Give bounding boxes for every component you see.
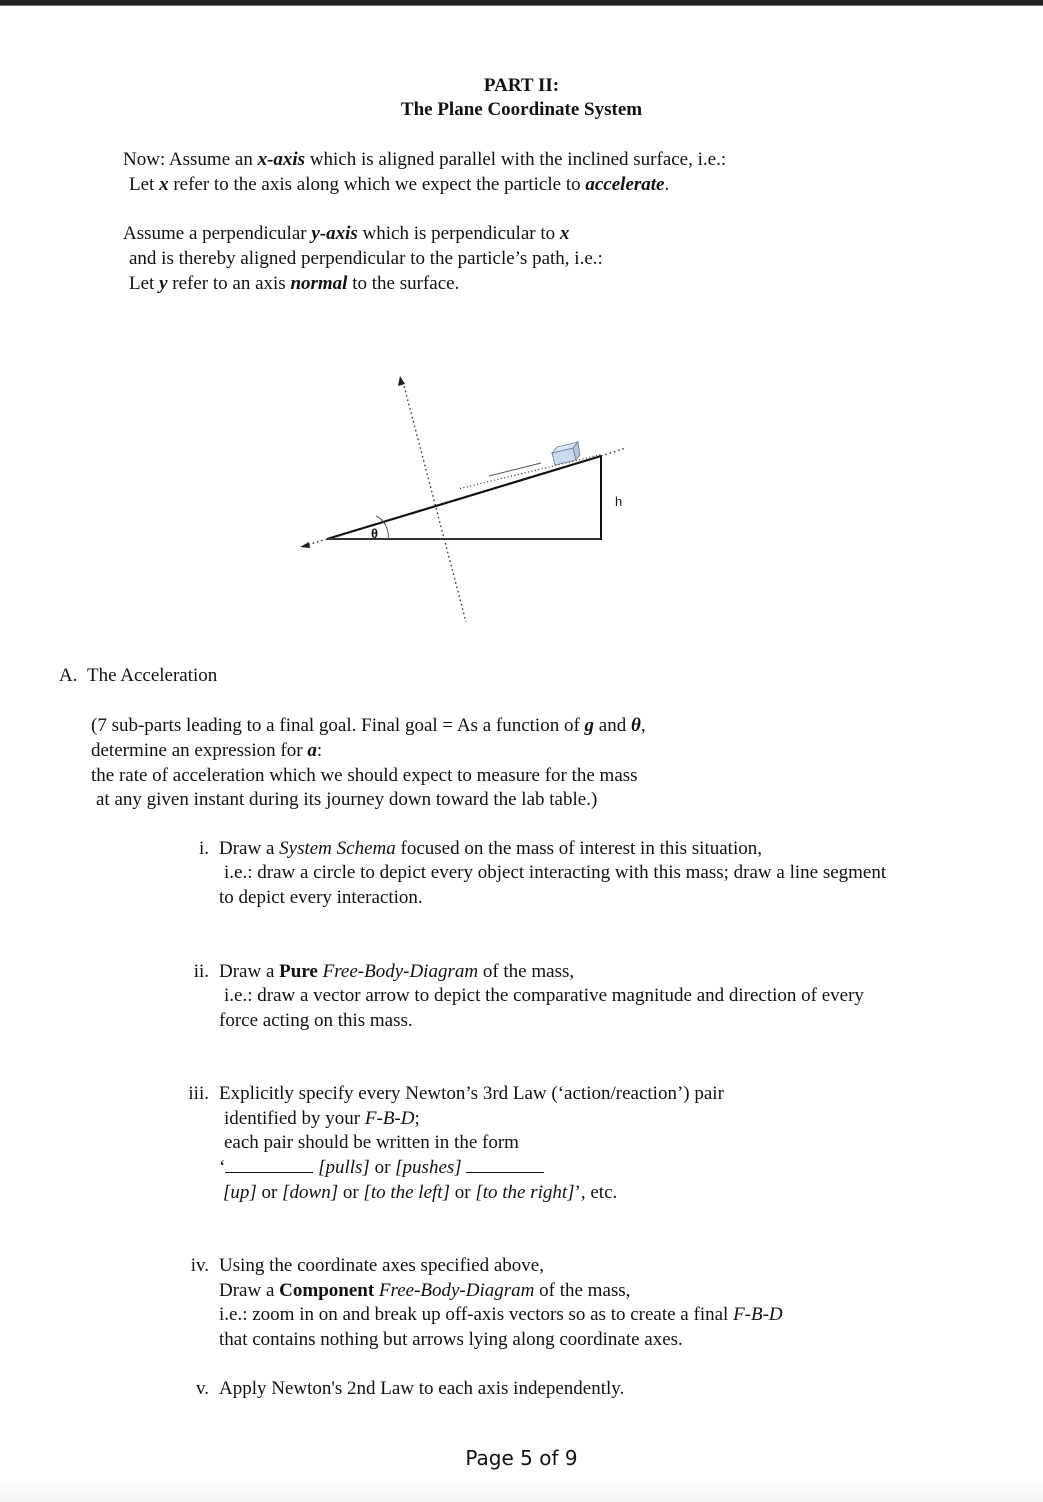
option-right: [to the right] <box>475 1182 575 1203</box>
y-axis-term: y-axis <box>311 223 358 244</box>
option-left: [to the left] <box>363 1182 450 1203</box>
window-top-bar <box>0 0 1043 6</box>
page-title: The Plane Coordinate System <box>400 99 643 120</box>
text: determine an expression for <box>91 740 308 761</box>
y-symbol: y <box>159 273 168 294</box>
item-i-line-3: to depict every interaction. <box>219 887 423 908</box>
item-ii-line-2: i.e.: draw a vector arrow to depict the comparative magnitude and direction of every <box>224 985 864 1006</box>
pure-term: Pure <box>279 961 318 982</box>
text: or <box>256 1182 283 1203</box>
text: or <box>369 1157 396 1178</box>
fbd-abbrev: F-B-D <box>364 1108 415 1129</box>
option-pushes: [pushes] <box>395 1157 462 1178</box>
section-title: The Acceleration <box>86 665 218 686</box>
blank-subject <box>225 1158 313 1173</box>
item-number: iii. <box>188 1083 209 1104</box>
text: of the mass, <box>478 961 575 982</box>
text: refer to the axis along which we expect the particle to <box>168 174 586 195</box>
intro-line-5 <box>129 271 459 296</box>
item-iii-line-1 <box>175 1081 724 1106</box>
item-number: iv. <box>190 1255 209 1276</box>
x-symbol: x <box>159 174 169 195</box>
item-iii-line-5 <box>223 1180 617 1205</box>
fbd-term: Free-Body-Diagram <box>322 961 479 982</box>
option-pulls: [pulls] <box>318 1157 370 1178</box>
a-symbol: a <box>307 740 317 761</box>
height-label: h <box>615 494 623 509</box>
section-a-goal-line-2 <box>91 738 322 763</box>
option-down: [down] <box>282 1182 339 1203</box>
item-iii-line-3: each pair should be written in the form <box>224 1132 519 1153</box>
text: Draw a <box>219 1280 280 1301</box>
item-number: v. <box>195 1378 209 1399</box>
theta-symbol: θ <box>630 715 641 736</box>
text: , <box>640 715 646 736</box>
fbd-abbrev: F-B-D <box>733 1304 783 1325</box>
motion-line <box>489 463 541 476</box>
accelerate-term: accelerate <box>585 174 665 195</box>
text: which is perpendicular to <box>357 223 560 244</box>
section-label: A. <box>59 665 78 686</box>
text: Apply Newton's 2nd Law to each axis independently. <box>219 1378 625 1399</box>
item-iii-line-2 <box>224 1106 420 1131</box>
option-up: [up] <box>223 1182 257 1203</box>
item-iv-line-3 <box>219 1302 783 1327</box>
page-number: Page 5 of 9 <box>465 1446 578 1470</box>
theta-label: θ <box>371 526 379 541</box>
intro-line-1 <box>123 147 726 172</box>
text: of the mass, <box>534 1280 631 1301</box>
item-v-line-1 <box>175 1376 624 1401</box>
text: Using the coordinate axes specified above, <box>219 1255 544 1276</box>
item-iv-line-2 <box>219 1278 630 1303</box>
viewer-bottom-edge <box>0 1478 1043 1502</box>
component-term: Component <box>279 1280 375 1301</box>
part-heading: PART II: <box>483 75 560 96</box>
item-i-line-2: i.e.: draw a circle to depict every object interacting with this mass; draw a line segment <box>224 862 887 883</box>
x-axis-dotted-overlay <box>460 455 601 489</box>
item-number: i. <box>198 838 209 859</box>
text: and <box>594 715 631 736</box>
text: ’, etc. <box>574 1182 618 1203</box>
text: : <box>316 740 323 761</box>
text: Draw a <box>219 838 280 859</box>
item-number: ii. <box>193 961 209 982</box>
x-axis-term: x-axis <box>257 149 306 170</box>
y-axis-arrowhead-icon <box>398 376 405 386</box>
text: identified by your <box>224 1108 365 1129</box>
fbd-term: Free-Body-Diagram <box>378 1280 535 1301</box>
text: . <box>664 174 670 195</box>
text: Assume a perpendicular <box>123 223 312 244</box>
x-axis-arrowhead-icon <box>300 542 310 548</box>
intro-line-4: and is thereby aligned perpendicular to the particle’s path, i.e.: <box>129 248 603 269</box>
item-ii-line-1 <box>175 959 574 984</box>
text: refer to an axis <box>167 273 291 294</box>
open-quote: ‘ <box>219 1157 226 1178</box>
inclined-plane-diagram <box>290 370 640 630</box>
text: focused on the mass of interest in this situation, <box>395 838 762 859</box>
text: Draw a <box>219 961 280 982</box>
item-iv-line-1 <box>175 1253 544 1278</box>
section-a-heading <box>59 663 217 688</box>
text: i.e.: zoom in on and break up off-axis vectors so as to create a final <box>219 1304 734 1325</box>
item-ii-line-3: force acting on this mass. <box>219 1010 413 1031</box>
section-a-goal-line-1 <box>91 713 646 738</box>
text: ; <box>414 1108 420 1129</box>
incline-surface <box>327 456 601 539</box>
text: Let <box>129 273 160 294</box>
item-i-line-1 <box>175 836 762 861</box>
text: Explicitly specify every Newton’s 3rd Law (‘action/reaction’) pair <box>219 1083 724 1104</box>
item-iv-line-4: that contains nothing but arrows lying along coordinate axes. <box>219 1329 683 1350</box>
text: Let <box>129 174 160 195</box>
intro-line-2 <box>129 172 669 197</box>
system-schema-term: System Schema <box>279 838 396 859</box>
text: to the surface. <box>347 273 460 294</box>
g-symbol: g <box>584 715 595 736</box>
x-axis-line-upper <box>601 448 626 456</box>
y-axis-line <box>403 382 466 622</box>
text: which is aligned parallel with the inclined surface, i.e.: <box>305 149 727 170</box>
normal-term: normal <box>290 273 348 294</box>
intro-line-3 <box>123 221 569 246</box>
x-symbol: x <box>559 223 570 244</box>
text: or <box>338 1182 364 1203</box>
text: Now: Assume an <box>123 149 258 170</box>
text: or <box>449 1182 476 1203</box>
blank-object <box>466 1158 544 1173</box>
section-a-goal-line-3: the rate of acceleration which we should expect to measure for the mass <box>91 765 638 786</box>
block-icon <box>552 442 580 465</box>
text: (7 sub-parts leading to a final goal. Final goal = As a function of <box>91 715 585 736</box>
section-a-goal-line-4: at any given instant during its journey down toward the lab table.) <box>96 789 598 810</box>
item-iii-line-4 <box>219 1155 544 1180</box>
